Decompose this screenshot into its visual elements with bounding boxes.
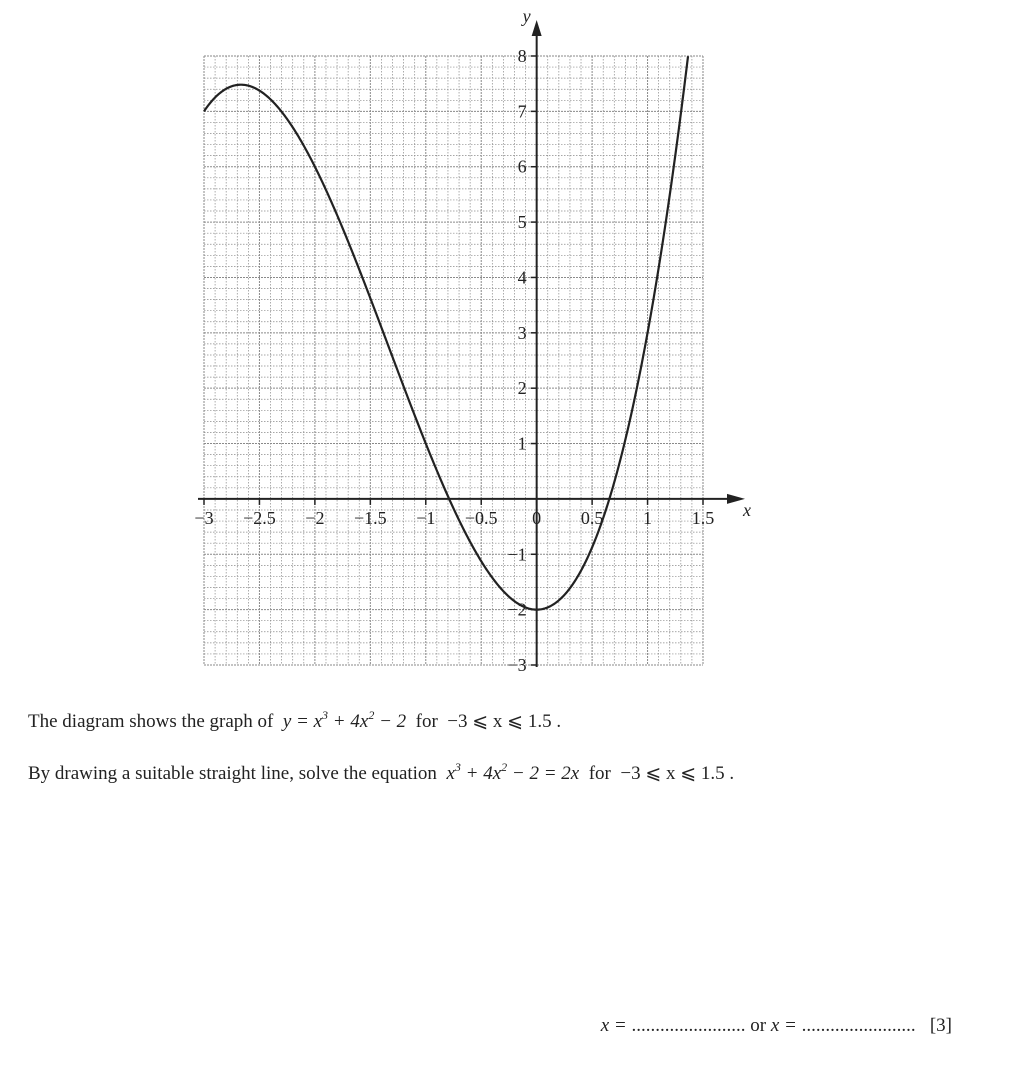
x-tick-label: −0.5 (464, 507, 498, 528)
x-tick-label: 1.5 (691, 507, 715, 528)
x-tick-label: 0.5 (580, 507, 604, 528)
y-tick-label: 6 (517, 156, 527, 177)
answer-or: or (750, 1015, 767, 1036)
statement-range: −3 ⩽ x ⩽ 1.5 . (447, 711, 562, 732)
marks-label: [3] (929, 1015, 952, 1036)
y-axis-arrow (532, 20, 542, 36)
x-tick-label: −2 (305, 507, 325, 528)
answer-blank-1[interactable]: ........................ (631, 1015, 746, 1036)
x-tick-label: −3 (194, 507, 214, 528)
answer-x1-label: x = (600, 1015, 627, 1036)
x-tick-label: −2.5 (243, 507, 276, 528)
instruction-text: By drawing a suitable straight line, solve the equation (28, 763, 437, 784)
x-axis-label: x (743, 499, 751, 520)
y-tick-label: 7 (517, 101, 527, 122)
answer-blank-2[interactable]: ........................ (801, 1015, 916, 1036)
y-tick-label: 5 (517, 212, 527, 233)
y-tick-label: 1 (517, 433, 527, 454)
statement-text: The diagram shows the graph of (28, 711, 274, 732)
x-tick-label: 0 (532, 507, 542, 528)
y-tick-label: 3 (517, 322, 527, 343)
statement-for: for (415, 711, 438, 732)
instruction-range: −3 ⩽ x ⩽ 1.5 . (620, 763, 735, 784)
y-tick-label: −3 (507, 655, 527, 675)
x-tick-label: −1.5 (354, 507, 387, 528)
instruction-for: for (588, 763, 611, 784)
question-instruction (28, 762, 734, 785)
y-tick-label: −1 (507, 544, 527, 565)
y-tick-label: 2 (517, 378, 527, 399)
y-tick-label: −2 (507, 599, 527, 620)
y-axis-label: y (522, 6, 531, 26)
answer-line (601, 1015, 952, 1037)
answer-x2-label: x = (770, 1015, 797, 1036)
x-tick-label: −1 (416, 507, 436, 528)
question-statement (28, 710, 561, 733)
instruction-equation: $x^3 + 4x^2 - 2 = 2x$ (446, 760, 580, 784)
y-tick-label: 4 (517, 267, 527, 288)
statement-equation: $y = x^3 + 4x^2 - 2$ (282, 708, 407, 732)
y-tick-label: 8 (517, 46, 527, 66)
x-tick-label: 1 (643, 507, 653, 528)
